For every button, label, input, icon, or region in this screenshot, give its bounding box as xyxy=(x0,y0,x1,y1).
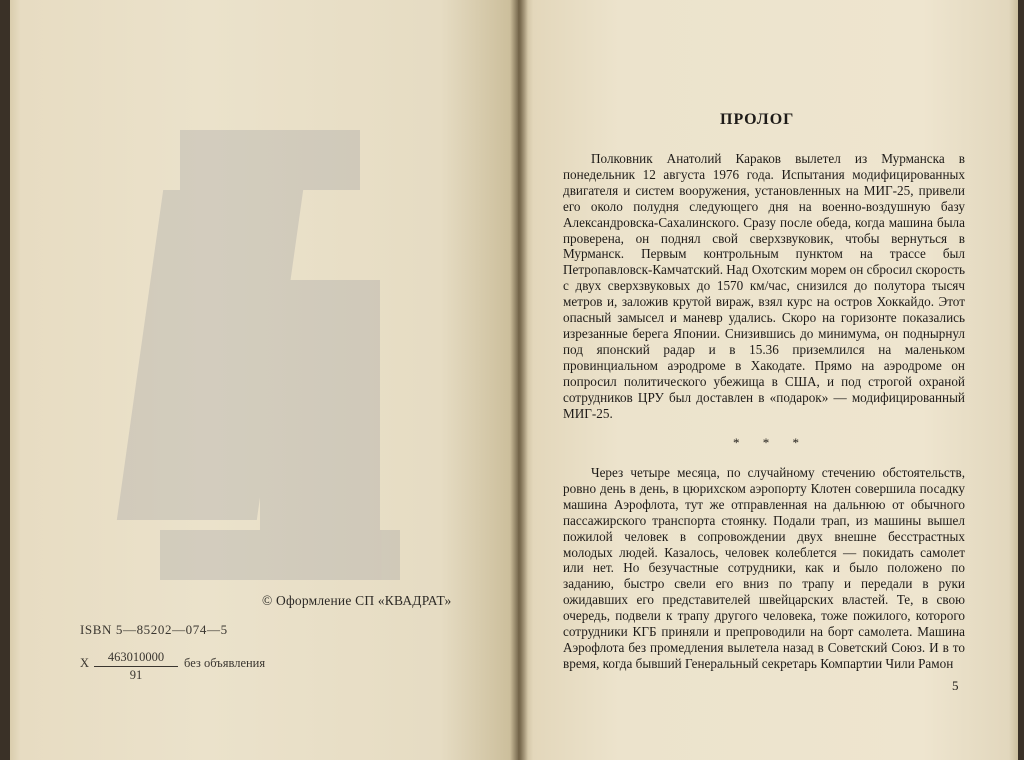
section-separator: * * * xyxy=(733,435,809,450)
price-fraction xyxy=(94,650,178,683)
paragraph-2: Через четыре месяца, по случайному стечению обстоятельств, ровно день в день, в цюрихском аэропорту Клотен совершила посадку машина Аэрофлота, тут же отправленная на дальнюю от обычного пассажирского транспорта стоянку. Подали трап, из машины вышел пожилой человек в сопровождении двух внешне бесстрастных молодых людей. Казалось, человек колеблется — покидать самолет или нет. Но безучастные сотрудники, как и было положено по заданию, быстро свели его вниз по трапу и передали в руки ожидавших его представителей швейцарских властей. Те, в свою очередь, подвели к трапу другого человека, тоже пожилого, которого сотрудники КГБ приняли и препроводили на борт самолета. Машина Аэрофлота без промедления вылетела назад в Советский Союз. И в то время, когда бывший Генеральный секретарь Компартии Чили Рамон xyxy=(563,465,965,671)
price-suffix: без объявления xyxy=(184,656,266,670)
price-prefix: Х xyxy=(80,656,90,670)
page-number: 5 xyxy=(952,678,959,693)
right-book-edge xyxy=(1018,0,1024,760)
isbn: ISBN 5—85202—074—5 xyxy=(80,622,228,637)
paragraph-1: Полковник Анатолий Караков вылетел из Мурманска в понедельник 12 августа 1976 года. Испытания модифицированных двигателя и систем вооружения, установленных на МИГ-25, привели его около полудня следующего дня на военно-воздушную базу Александровска-Сахалинского. Сразу после обеда, когда машина была проверена, он поднял свой сверхзвуковик, чтобы вернуться в Мурманск. Первым контрольным пунктом на трассе был Петропавловск-Камчатский. Над Охотским морем он сбросил скорость с двух сверхзвуковых до 1570 км/час, снизился до полутора тысяч метров и, заложив крутой вираж, взял курс на остров Хоккайдо. Этот опасный замысел и маневр удались. Скоро на горизонте показались изрезанные берега Японии. Снизившись до минимума, он поднырнул под японский радар и в 15.36 приземлился на маленьком провинциальном аэродроме в Хакодате. Прямо на аэродроме он попросил политического убежища в США, и под строгой охраной сотрудников ЦРУ был доставлен в «подарок» — модифицированный МИГ-25. xyxy=(563,151,965,421)
book-gutter xyxy=(510,0,528,760)
left-book-edge xyxy=(0,0,10,760)
price-numerator: 463010000 xyxy=(94,650,178,667)
design-credit: © Оформление СП «КВАДРАТ» xyxy=(262,593,452,608)
chapter-title: ПРОЛОГ xyxy=(720,111,795,128)
show-through-cover-image xyxy=(120,100,440,620)
price-denominator: 91 xyxy=(129,668,143,682)
